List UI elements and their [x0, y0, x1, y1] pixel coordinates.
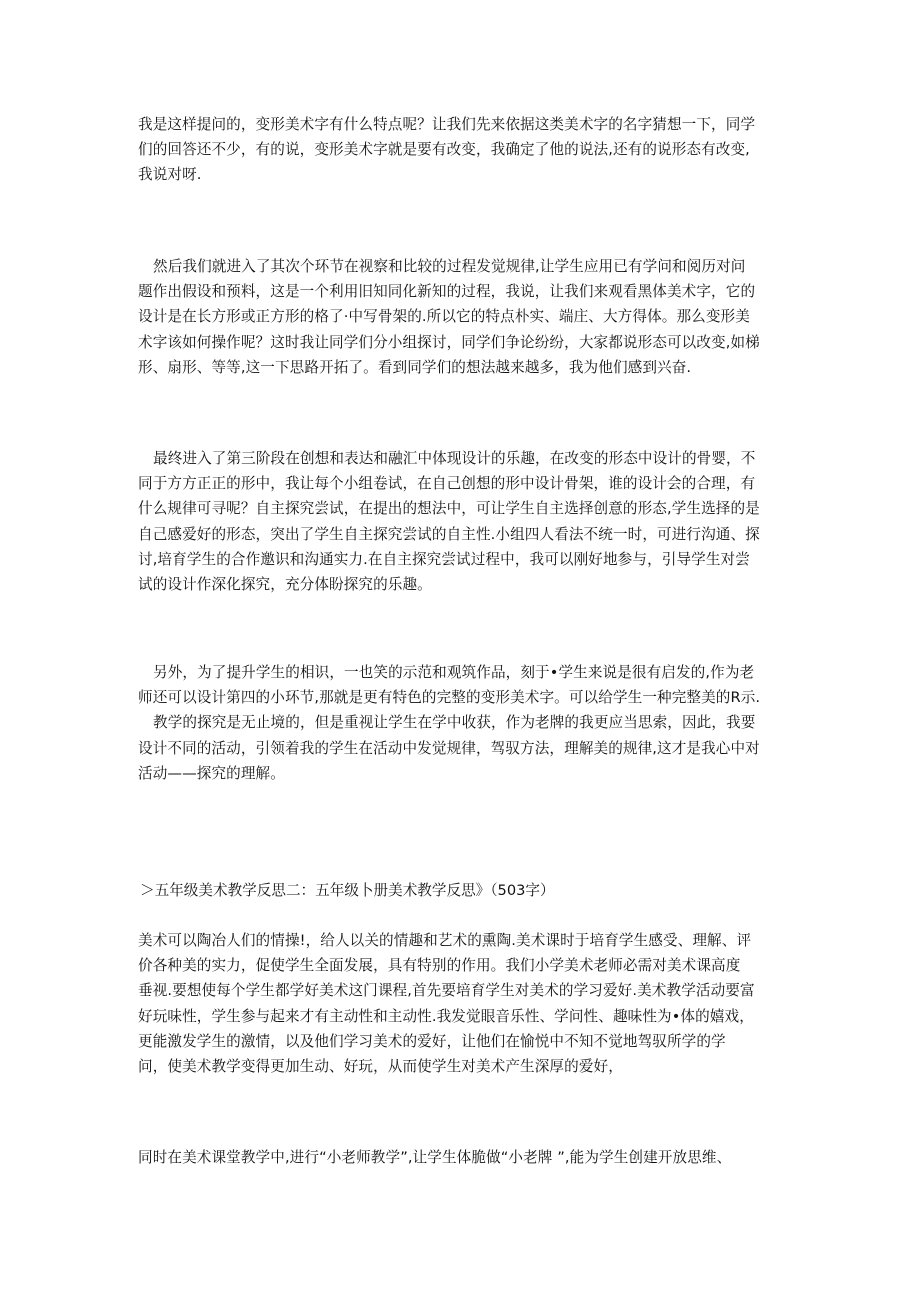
paragraph-1 — [138, 112, 788, 188]
text-line: 讨,培育学生的合作邀识和沟通实力.在自主探究尝试过程中，我可以刚好地参与，引导学生对尝 — [138, 550, 750, 568]
text-line: 试的设计作深化探究，充分体盼探究的乐趣。 — [138, 576, 432, 594]
text-line: 好玩味性，学生参与起来才有主动性和主动性.我发觉眼音乐性、学问性、趣味性为•体的嬉戏， — [138, 1007, 754, 1025]
text-line: 设计是在长方形或正方形的格了·中写骨架的.所以它的特点朴实、端庄、大方得体。那么变形美 — [138, 308, 750, 326]
text-line: 我说对呀. — [138, 166, 202, 184]
text-line: 什么规律可寻呢？自主探究尝试，在提出的想法中，可让学生自主选择创意的形态,学生选择的是 — [138, 500, 760, 518]
text-line: 美术可以陶冶人们的情操!，给人以关的情趣和艺术的熏陶.美术课时于培育学生感受、理解、评 — [138, 932, 752, 949]
text-line: 问，使美术教学变得更加生动、好玩，从而使学生对美术产生深厚的爱好， — [138, 1058, 623, 1076]
text-line: 师还可以设计第四的小环节,那就是更有特色的完整的变形美术字。可以给学生一种完整美的R示. — [138, 689, 761, 707]
text-line: 们的回答还不少，有的说，变形美术字就是要有改变，我确定了他的说法,还有的说形态有改变, — [138, 141, 750, 159]
text-line: 活动——探究的理解。 — [138, 764, 285, 782]
paragraph-6 — [138, 1145, 788, 1170]
text-line: 然后我们就进入了其次个环节在视察和比较的过程发觉规律,让学生应用已有学问和阅历对问 — [153, 258, 746, 275]
text-line: 价各种美的实力，促使学生全面发展，具有特别的作用。我们小学美术老师必需对美术课高度 — [138, 957, 741, 975]
text-line: 垂视.要想使每个学生都学好美术这门课程,首先要培育学生对美术的学习爱好.美术教学活动要富 — [138, 982, 755, 1000]
text-line: 我是这样提问的，变形美术字有什么特点呢？让我们先来依据这类美术字的名字猜想一下，同学 — [138, 116, 756, 133]
text-line: 更能激发学生的激情，以及他们学习美术的爱好，让他们在愉悦中不知不觉地驾驭所学的学 — [138, 1032, 726, 1050]
text-line: 设计不同的活动，引领着我的学生在活动中发觉规律，驾驭方法，理解美的规律,这才是我心中对 — [138, 739, 760, 757]
text-line: 最终进入了第三阶段在创想和表达和融汇中体现设计的乐趣，在改变的形态中设计的骨婴，不 — [153, 450, 756, 467]
text-line: 形、扇形、等等,这一下思路开拓了。看到同学们的想法越来越多，我为他们感到兴奋. — [138, 358, 692, 376]
text-line: 自己感爱好的形态，突出了学生自主探究尝试的自主性.小组四人看法不统一时，可进行沟通、探 — [138, 525, 760, 543]
section-heading: ＞五年级美术教学反思二：五年级卜册美术教学反思》（503字） — [140, 882, 555, 899]
text-line: 题作出假设和预料，这是一个利用旧知同化新知的过程，我说，让我们来观看黑体美术字，它的 — [138, 283, 756, 301]
text-line: 教学的探究是无止境的，但是重视让学生在学中收获，作为老牌的我更应当思索，因此，我要 — [153, 714, 756, 732]
text-line: 术字该如何操作呢？这时我让同学们分小组探讨，同学们争论纷纷，大家都说形态可以改变,如梯 — [138, 333, 760, 351]
paragraph-5 — [138, 928, 788, 1079]
paragraph-2 — [138, 254, 788, 380]
text-line: 另外，为了提升学生的相识，一也笑的示范和观筑作品，刻于•学生来说是很有启发的,作为老 — [153, 664, 755, 681]
text-line: 同时在美术课堂教学中,进行“小老师教学”,让学生体脆做“小老牌 ”,能为学生创建开放思维、 — [138, 1149, 732, 1166]
paragraph-4 — [138, 660, 788, 786]
text-line: 同于方方正正的形中，我让每个小组卷试，在自己创想的形中设计骨架，谁的设计会的合理，有 — [138, 475, 756, 493]
paragraph-3 — [138, 446, 788, 597]
